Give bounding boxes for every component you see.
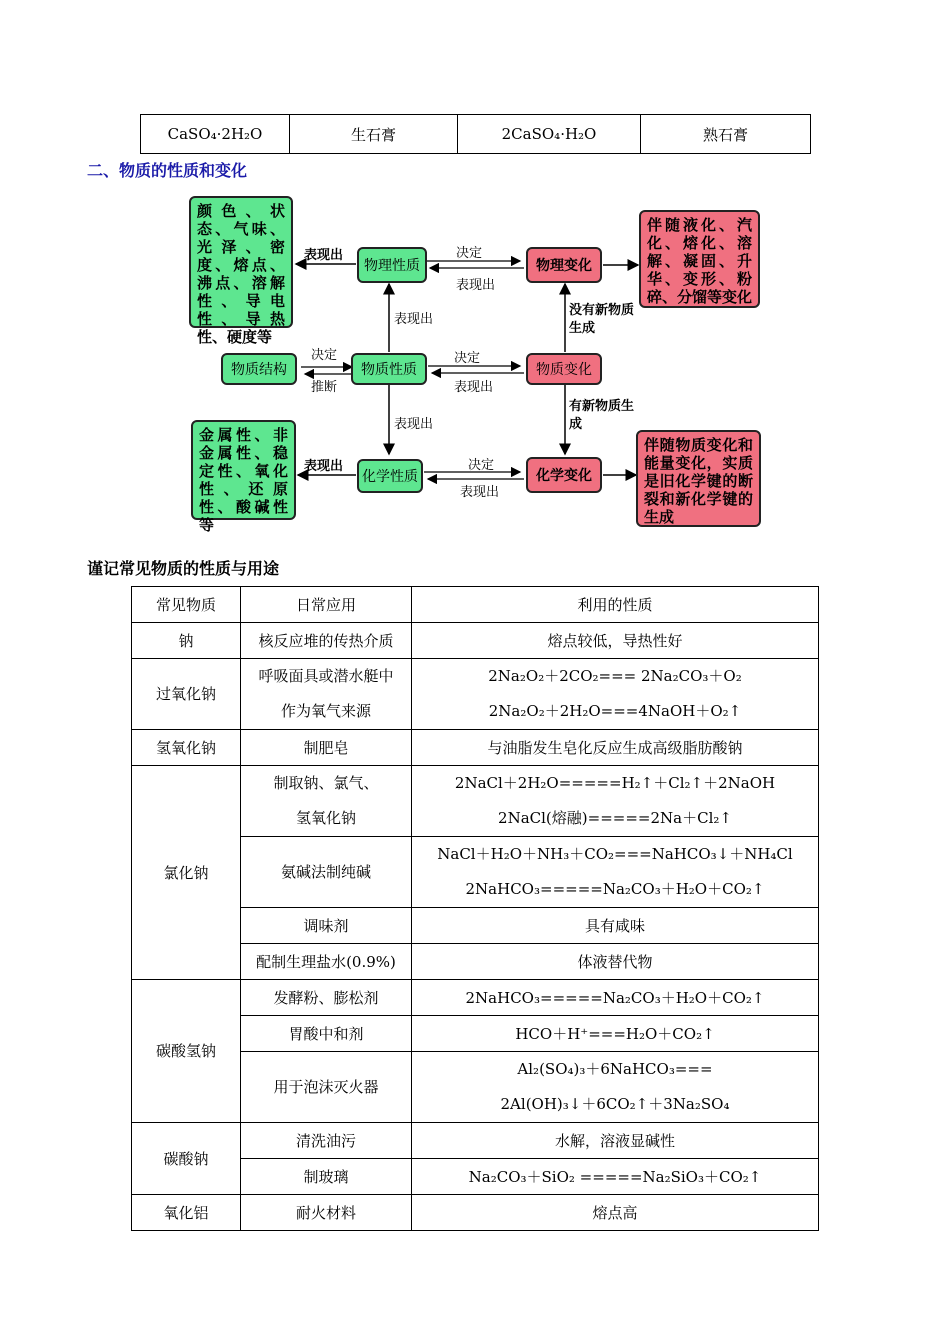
table-cell xyxy=(412,766,819,837)
chemical-change-box: 化学变化 xyxy=(526,457,602,493)
label-show-7: 表现出 xyxy=(460,485,500,500)
header-cell: 利用的性质 xyxy=(412,587,819,623)
cell-line: 呼吸面具或潜水艇中 xyxy=(258,667,394,685)
table-cell xyxy=(412,659,819,730)
label-new-substance: 有新物质生成 xyxy=(569,399,635,432)
table-cell: 过氧化钠 xyxy=(132,659,241,730)
table-cell: 碳酸氢钠 xyxy=(132,980,241,1123)
chemical-change-examples: 伴随物质变化和能量变化，实质是旧化学键的断裂和新化学键的生成 xyxy=(636,430,761,527)
cell-line: 2Na₂O₂＋2H₂O===4NaOH＋O₂↑ xyxy=(488,702,742,720)
table-cell: 体液替代物 xyxy=(412,944,819,980)
table-cell: 调味剂 xyxy=(241,908,412,944)
table-cell: 发酵粉、膨松剂 xyxy=(241,980,412,1016)
table-cell: HCO＋H⁺===H₂O＋CO₂↑ xyxy=(412,1016,819,1052)
table-row xyxy=(141,115,811,154)
table-cell: 2CaSO₄·H₂O xyxy=(458,115,641,154)
substance-change-box: 物质变化 xyxy=(526,353,602,385)
cell-line: 2Al(OH)₃↓＋6CO₂↑＋3Na₂SO₄ xyxy=(500,1095,730,1113)
label-show-6: 表现出 xyxy=(304,459,344,474)
table-cell: 熔点较低，导热性好 xyxy=(412,623,819,659)
chemical-property-box: 化学性质 xyxy=(357,459,423,493)
table-cell: 核反应堆的传热介质 xyxy=(241,623,412,659)
table-cell: 熔点高 xyxy=(412,1195,819,1231)
table-row xyxy=(132,623,819,659)
label-no-new-substance: 没有新物质生成 xyxy=(569,303,635,336)
label-decide-2: 决定 xyxy=(311,348,338,363)
table-cell: 氧化铝 xyxy=(132,1195,241,1231)
cell-line: 2NaHCO₃=====Na₂CO₃＋H₂O＋CO₂↑ xyxy=(465,880,765,898)
table-row xyxy=(132,980,819,1016)
label-show-4: 表现出 xyxy=(454,380,494,395)
table-cell: 氢氧化钠 xyxy=(132,730,241,766)
table-cell xyxy=(412,837,819,908)
table-cell: 熟石膏 xyxy=(641,115,811,154)
chemical-property-examples: 金属性、非金属性、稳定性、氧化性、还原性、酸碱性等 xyxy=(191,420,296,520)
table-cell: 制肥皂 xyxy=(241,730,412,766)
label-show-1: 表现出 xyxy=(304,248,344,263)
property-change-diagram xyxy=(186,192,766,532)
table-row xyxy=(132,730,819,766)
header-cell: 常见物质 xyxy=(132,587,241,623)
label-decide-4: 决定 xyxy=(468,458,495,473)
label-show-5: 表现出 xyxy=(394,417,434,432)
table-cell: 耐火材料 xyxy=(241,1195,412,1231)
table-cell: Na₂CO₃＋SiO₂ =====Na₂SiO₃＋CO₂↑ xyxy=(412,1159,819,1195)
cell-line: 2Na₂O₂＋2CO₂=== 2Na₂CO₃＋O₂ xyxy=(488,667,742,685)
table-cell: 制玻璃 xyxy=(241,1159,412,1195)
table-cell: 胃酸中和剂 xyxy=(241,1016,412,1052)
substance-property-box: 物质性质 xyxy=(351,353,427,385)
table-row xyxy=(132,1195,819,1231)
physical-property-examples: 颜色、状态、气味、光泽、密度、熔点、沸点、溶解性、导电性、导热性、硬度等 xyxy=(189,196,293,328)
header-cell: 日常应用 xyxy=(241,587,412,623)
table-cell xyxy=(241,766,412,837)
substance-structure-box: 物质结构 xyxy=(221,353,297,385)
table-row xyxy=(132,766,819,837)
label-decide-1: 决定 xyxy=(456,246,483,261)
table-cell: 水解，溶液显碱性 xyxy=(412,1123,819,1159)
table-cell: 清洗油污 xyxy=(241,1123,412,1159)
cell-line: NaCl＋H₂O＋NH₃＋CO₂===NaHCO₃↓＋NH₄Cl xyxy=(437,845,793,863)
table-cell: 氨碱法制纯碱 xyxy=(241,837,412,908)
table-cell: 2NaHCO₃=====Na₂CO₃＋H₂O＋CO₂↑ xyxy=(412,980,819,1016)
table-cell: 用于泡沫灭火器 xyxy=(241,1052,412,1123)
label-show-2: 表现出 xyxy=(456,278,496,293)
table-cell: 与油脂发生皂化反应生成高级脂肪酸钠 xyxy=(412,730,819,766)
cell-line: 氢氧化钠 xyxy=(295,809,356,827)
table-header-row xyxy=(132,587,819,623)
cell-line: Al₂(SO₄)₃＋6NaHCO₃=== xyxy=(517,1060,713,1078)
label-show-3: 表现出 xyxy=(394,312,434,327)
table-cell xyxy=(412,1052,819,1123)
usage-table xyxy=(131,586,819,1231)
table-cell xyxy=(241,659,412,730)
table-cell: 氯化钠 xyxy=(132,766,241,980)
cell-line: 2NaCl＋2H₂O=====H₂↑＋Cl₂↑＋2NaOH xyxy=(454,774,776,792)
label-decide-3: 决定 xyxy=(454,351,481,366)
table-cell: 碳酸钠 xyxy=(132,1123,241,1195)
table-row xyxy=(132,1123,819,1159)
table-cell: 钠 xyxy=(132,623,241,659)
table-row xyxy=(132,659,819,730)
top-table xyxy=(140,114,811,154)
table-cell: 具有咸味 xyxy=(412,908,819,944)
table-cell: 生石膏 xyxy=(290,115,458,154)
physical-change-examples: 伴随液化、汽化、熔化、溶解、凝固、升华、变形、粉碎、分馏等变化 xyxy=(639,210,760,308)
table-cell: CaSO₄·2H₂O xyxy=(141,115,290,154)
usage-subtitle: 谨记常见物质的性质与用途 xyxy=(87,559,280,578)
cell-line: 作为氧气来源 xyxy=(280,702,371,720)
physical-change-box: 物理变化 xyxy=(526,247,602,283)
physical-property-box: 物理性质 xyxy=(357,247,427,283)
cell-line: 制取钠、氯气、 xyxy=(273,774,379,792)
section-title: 二、物质的性质和变化 xyxy=(87,161,248,180)
cell-line: 2NaCl(熔融)=====2Na＋Cl₂↑ xyxy=(498,809,732,827)
table-cell: 配制生理盐水(0.9%) xyxy=(241,944,412,980)
label-infer: 推断 xyxy=(311,380,338,395)
